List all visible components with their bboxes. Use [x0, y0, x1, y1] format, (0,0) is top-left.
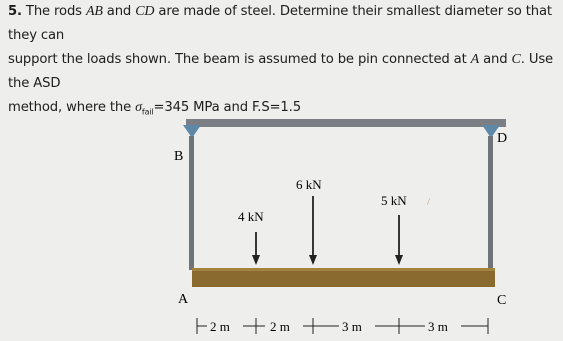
load-label-5kn: 5 kN	[381, 193, 407, 208]
arrow-5kn	[395, 215, 403, 265]
dim-1: 2 m	[210, 319, 230, 334]
label-C: C	[497, 293, 507, 308]
pen-mark: /	[427, 196, 431, 208]
label-D: D	[497, 131, 508, 146]
load-label-4kn: 4 kN	[238, 209, 264, 224]
load-label-6kn: 6 kN	[296, 177, 322, 192]
arrow-4kn	[252, 232, 260, 265]
problem-line-3: method, where the $\sigma_{fail}=345$ MPa and F.S=1.5	[8, 100, 301, 117]
rod-AB	[189, 136, 194, 270]
problem-line-2: support the loads shown. The beam is assumed to be pin connected at A and C. Use the ASD	[8, 52, 554, 91]
beam-highlight	[192, 268, 495, 271]
dim-2: 2 m	[270, 319, 290, 334]
rod-CD	[488, 136, 493, 270]
dim-3: 3 m	[342, 319, 362, 334]
label-A: A	[178, 292, 189, 307]
problem-number: 5.	[8, 4, 22, 19]
problem-line-1: 5. The rods AB and CD are made of steel. Determine their smallest diameter so that they can	[8, 4, 552, 43]
arrow-6kn	[309, 196, 317, 265]
label-B: B	[174, 149, 184, 164]
dim-4: 3 m	[428, 319, 448, 334]
ceiling-support	[186, 119, 506, 127]
